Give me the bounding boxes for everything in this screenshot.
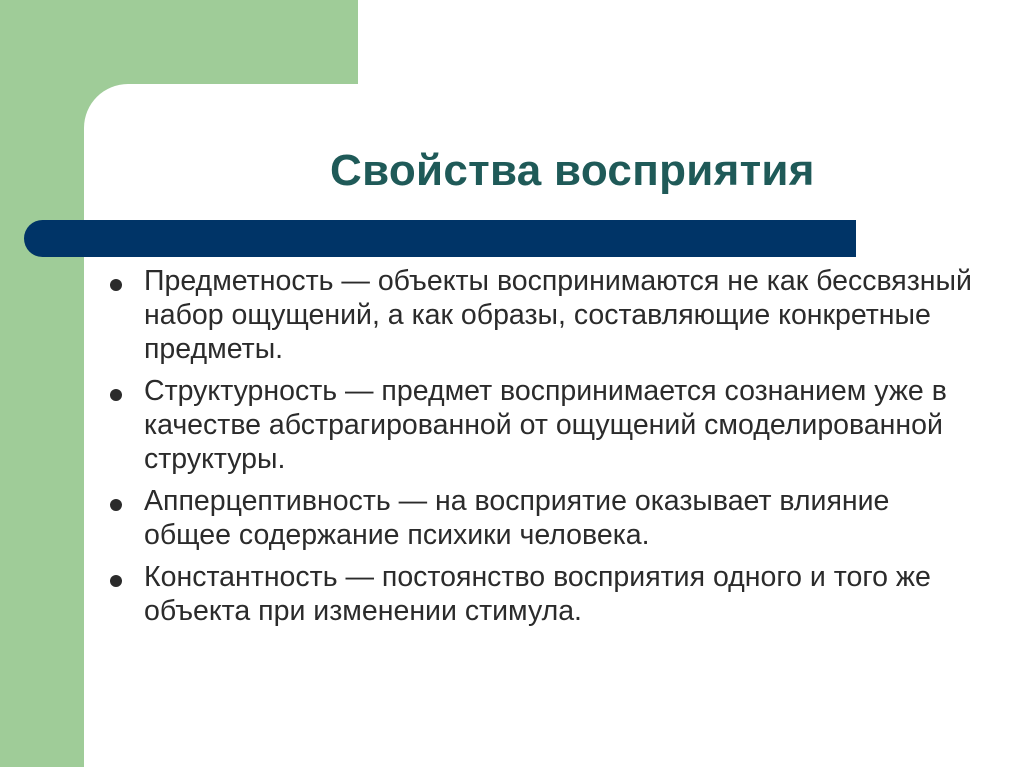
bullet-dot-icon — [110, 279, 122, 291]
bullet-text: Предметность — объекты воспринимаются не как бессвязный набор ощущений, а как образы, составляющие конкретные предметы. — [144, 265, 972, 365]
slide-title: Свойства восприятия — [330, 146, 815, 195]
bullet-text: Константность — постоянство восприятия одного и того же объекта при изменении стимула. — [144, 561, 931, 627]
bullet-item-konstantnost — [104, 560, 984, 628]
bullet-item-predmetnost — [104, 264, 984, 366]
bullet-item-strukturnost — [104, 374, 984, 476]
bullet-dot-icon — [110, 389, 122, 401]
bullet-text: Структурность — предмет воспринимается сознанием уже в качестве абстрагированной от ощущений смоделированной структуры. — [144, 375, 947, 475]
bullet-text: Апперцептивность — на восприятие оказывает влияние общее содержание психики человека. — [144, 485, 890, 551]
bullet-dot-icon — [110, 499, 122, 511]
title-underline-bar — [24, 220, 856, 257]
bullet-dot-icon — [110, 575, 122, 587]
bullet-item-appertseptivnost — [104, 484, 984, 552]
bullet-list — [104, 264, 984, 636]
